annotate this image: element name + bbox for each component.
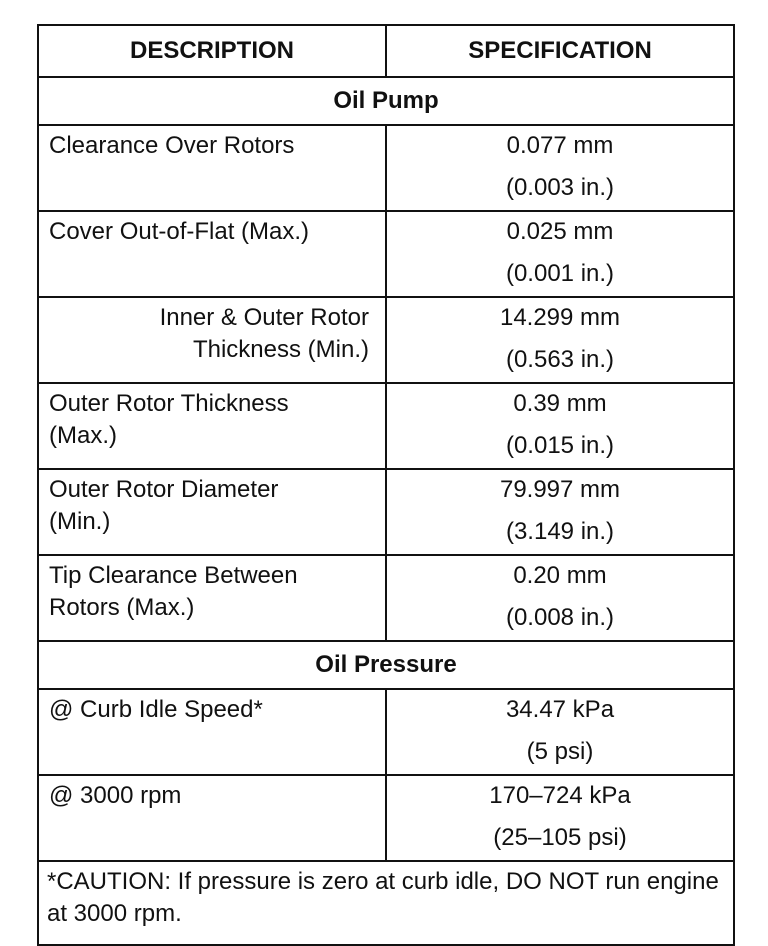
table-row (38, 469, 734, 555)
section-title-oil-pump: Oil Pump (38, 77, 734, 125)
description-line: @ Curb Idle Speed* (49, 696, 263, 723)
table-row (38, 383, 734, 469)
description-line: Clearance Over Rotors (49, 132, 295, 159)
header-description: DESCRIPTION (38, 25, 386, 77)
description-line: (Min.) (49, 508, 111, 535)
row-specification (386, 383, 734, 469)
spec-metric: 14.299 mm (499, 304, 621, 331)
spec-imperial: (0.008 in.) (505, 604, 615, 631)
spec-metric: 0.39 mm (513, 390, 607, 417)
spec-imperial: (3.149 in.) (505, 518, 615, 545)
table-row (38, 297, 734, 383)
description-line: Outer Rotor Diameter (49, 476, 279, 503)
spec-imperial: (0.003 in.) (505, 174, 615, 201)
row-specification (386, 469, 734, 555)
section-row-oil-pump (38, 77, 734, 125)
table-row (38, 555, 734, 641)
table-row (38, 775, 734, 861)
description-line: Inner & Outer Rotor (159, 304, 369, 331)
header-row (38, 25, 734, 77)
description-line: Tip Clearance Between (49, 562, 298, 589)
spec-imperial: (25–105 psi) (493, 824, 627, 851)
caution-note: *CAUTION: If pressure is zero at curb idle, DO NOT run engine at 3000 rpm. (38, 861, 734, 945)
section-row-oil-pressure (38, 641, 734, 689)
row-description (38, 125, 386, 211)
row-specification (386, 555, 734, 641)
spec-metric: 170–724 kPa (489, 782, 631, 809)
header-specification: SPECIFICATION (386, 25, 734, 77)
table-row (38, 211, 734, 297)
spec-metric: 0.025 mm (506, 218, 614, 245)
table-row (38, 689, 734, 775)
row-description (38, 555, 386, 641)
row-specification (386, 211, 734, 297)
row-description (38, 211, 386, 297)
description-line: (Max.) (49, 422, 117, 449)
spec-imperial: (5 psi) (526, 738, 594, 765)
row-description (38, 689, 386, 775)
description-line: Cover Out-of-Flat (Max.) (49, 218, 310, 245)
spec-metric: 34.47 kPa (505, 696, 615, 723)
spec-imperial: (0.563 in.) (505, 346, 615, 373)
spec-imperial: (0.001 in.) (505, 260, 615, 287)
spec-metric: 0.077 mm (506, 132, 614, 159)
row-description (38, 775, 386, 861)
spec-imperial: (0.015 in.) (505, 432, 615, 459)
section-title-oil-pressure: Oil Pressure (38, 641, 734, 689)
description-line: Rotors (Max.) (49, 594, 195, 621)
row-description (38, 469, 386, 555)
specification-table (37, 24, 735, 946)
description-line: @ 3000 rpm (49, 782, 182, 809)
row-description (38, 383, 386, 469)
row-specification (386, 689, 734, 775)
table-row (38, 125, 734, 211)
caution-row (38, 861, 734, 945)
row-description (38, 297, 386, 383)
row-specification (386, 125, 734, 211)
description-line: Thickness (Min.) (192, 336, 369, 363)
spec-metric: 0.20 mm (513, 562, 607, 589)
row-specification (386, 775, 734, 861)
row-specification (386, 297, 734, 383)
spec-metric: 79.997 mm (499, 476, 621, 503)
description-line: Outer Rotor Thickness (49, 390, 289, 417)
